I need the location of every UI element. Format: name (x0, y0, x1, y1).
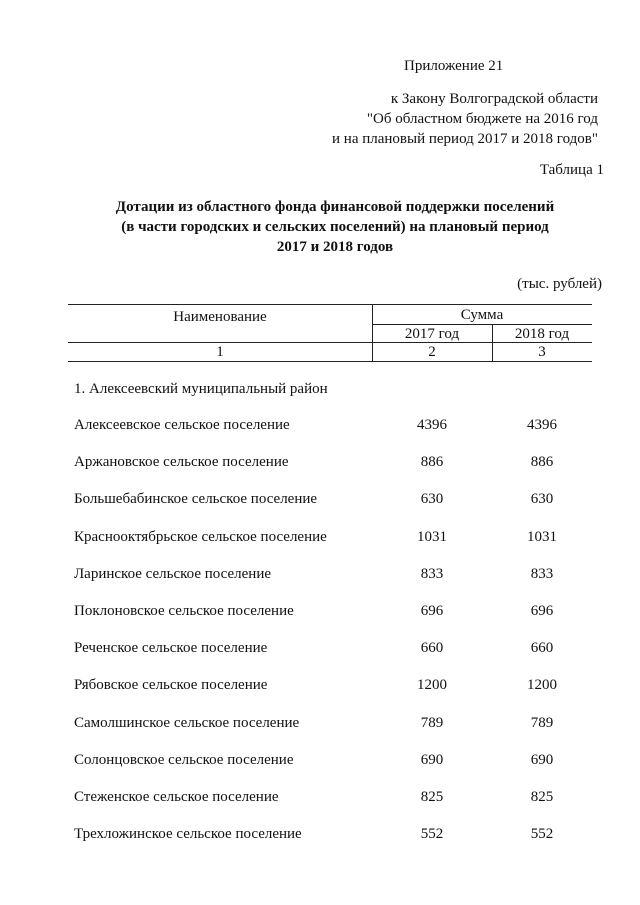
value-2017: 886 (420, 454, 444, 471)
settlement-name: Ларинское сельское поселение (74, 565, 272, 582)
appendix-number: Приложение 21 (404, 58, 504, 74)
sum-divider (372, 324, 592, 325)
value-2018: 1031 (527, 528, 557, 545)
value-2018: 552 (530, 826, 554, 843)
document-title (80, 197, 590, 257)
table-row (0, 566, 640, 603)
value-2017: 690 (420, 751, 444, 768)
value-2017: 1031 (417, 528, 447, 545)
column-number-1: 1 (216, 344, 224, 360)
value-2017: 825 (420, 788, 444, 805)
column-header-2018: 2018 год (514, 326, 570, 342)
title-line: 2017 и 2018 годов (276, 239, 394, 255)
settlement-name: Алексеевское сельское поселение (74, 417, 290, 433)
table-label: Таблица 1 (539, 162, 604, 178)
settlement-name: Солонцовское сельское поселение (74, 751, 294, 768)
settlement-name: Большебабинское сельское поселение (74, 491, 318, 508)
value-2017: 696 (420, 602, 444, 619)
settlement-name: Краснооктябрьское сельское поселение (74, 528, 327, 545)
settlement-name: Рябовское сельское поселение (74, 677, 268, 694)
column-header-sum: Сумма (460, 307, 504, 323)
table-row (0, 454, 640, 491)
title-line: Дотации из областного фонда финансовой поддержки поселений (115, 199, 555, 215)
law-line: к Закону Волгоградской области (390, 91, 598, 107)
law-line: и на плановый период 2017 и 2018 годов" (332, 131, 598, 147)
settlement-name: Стеженское сельское поселение (74, 788, 279, 805)
table-row (0, 677, 640, 714)
value-2017: 630 (420, 491, 444, 508)
table-row (0, 491, 640, 528)
column-header-name: Наименование (173, 309, 267, 325)
value-2018: 696 (530, 602, 554, 619)
column-number-2: 2 (428, 344, 436, 360)
region-heading: 1. Алексеевский муниципальный район (74, 381, 328, 397)
value-2018: 690 (530, 751, 554, 768)
value-2018: 789 (530, 714, 554, 731)
title-line: (в части городских и сельских поселений) на плановый период (121, 219, 549, 235)
value-2017: 4396 (417, 417, 447, 433)
table-row (0, 715, 640, 752)
table-row (0, 826, 640, 863)
settlement-name: Аржановское сельское поселение (74, 454, 289, 471)
table-row (0, 603, 640, 640)
table-row (0, 640, 640, 677)
column-header-2017: 2017 год (404, 326, 460, 342)
law-reference (332, 89, 598, 149)
value-2017: 789 (420, 714, 444, 731)
table-row (0, 789, 640, 826)
settlement-name: Реченское сельское поселение (74, 640, 268, 657)
table-row (0, 529, 640, 566)
settlement-name: Поклоновское сельское поселение (74, 602, 294, 619)
value-2018: 833 (530, 565, 554, 582)
column-number-3: 3 (538, 344, 546, 360)
table-row (0, 417, 640, 454)
numbers-bottom-border (68, 361, 592, 362)
value-2018: 630 (530, 491, 554, 508)
table-top-border (68, 304, 592, 305)
value-2018: 4396 (527, 417, 557, 433)
value-2017: 833 (420, 565, 444, 582)
table-row (0, 752, 640, 789)
value-2018: 660 (530, 640, 554, 657)
settlement-name: Самолшинское сельское поселение (74, 714, 300, 731)
law-line: "Об областном бюджете на 2016 год (366, 111, 598, 127)
table-body (0, 417, 640, 863)
value-2017: 552 (420, 826, 444, 843)
value-2018: 1200 (527, 677, 557, 694)
value-2018: 886 (530, 454, 554, 471)
value-2017: 1200 (417, 677, 447, 694)
value-2017: 660 (420, 640, 444, 657)
value-2018: 825 (530, 788, 554, 805)
settlement-name: Трехложинское сельское поселение (74, 826, 302, 843)
units-label: (тыс. рублей) (517, 276, 602, 292)
